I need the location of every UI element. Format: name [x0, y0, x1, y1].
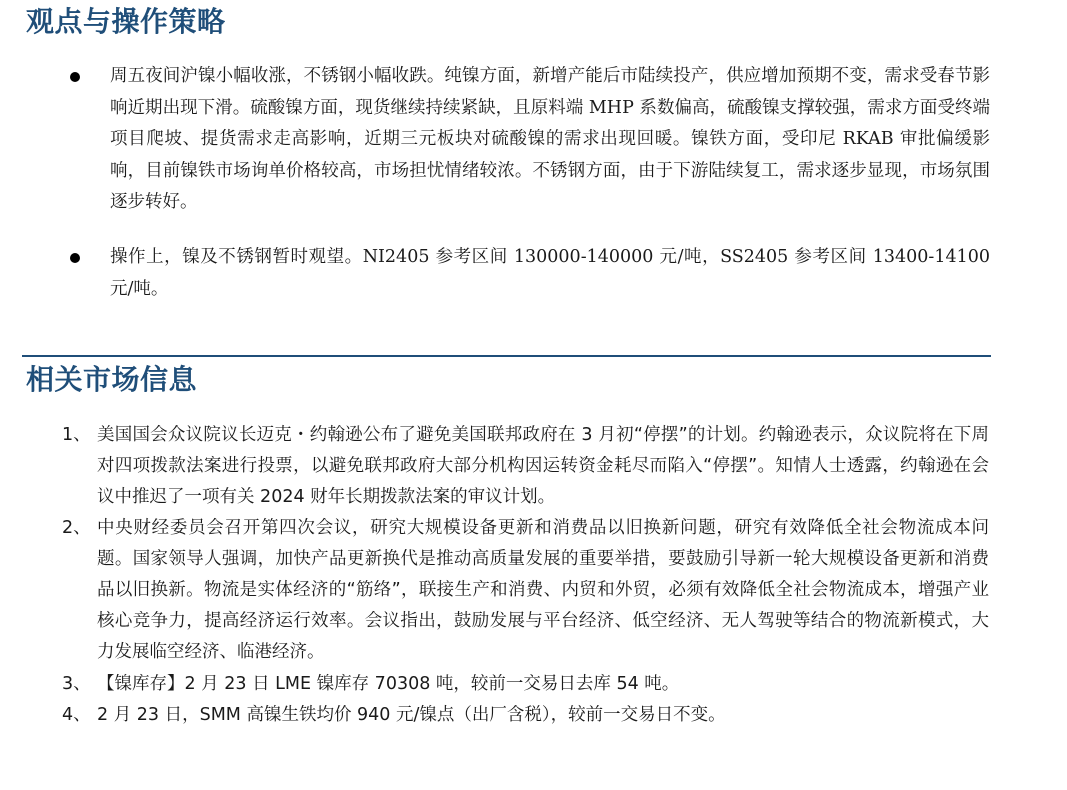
list-item-number: 4、: [62, 705, 91, 725]
bullet-paragraph-operation: 操作上，镍及不锈钢暂时观望。NI2405 参考区间 130000-140000 元/吨，SS2405 参考区间 13400-14100 元/吨。: [110, 247, 990, 299]
list-item-number: 1、: [62, 425, 91, 445]
list-item-text: 中央财经委员会召开第四次会议，研究大规模设备更新和消费品以旧换新问题，研究有效降低全社会物流成本问题。国家领导人强调，加快产品更新换代是推动高质量发展的重要举措，要鼓励引导新一轮大规模设备更新和消费品以旧换新。物流是实体经济的“筋络”，联接生产和消费、内贸和外贸，必须有效降低全社会物流成本，增强产业核心竞争力，提高经济运行效率。会议指出，鼓励发展与平台经济、低空经济、无人驾驶等结合的物流新模式，大力发展临空经济、临港经济。: [97, 518, 989, 662]
bullet-paragraph-market-view: 周五夜间沪镍小幅收涨，不锈钢小幅收跌。纯镍方面，新增产能后市陆续投产，供应增加预期不变，需求受春节影响近期出现下滑。硫酸镍方面，现货继续持续紧缺，且原料端 MHP 系数偏高，硫酸镍支撑较强，需求方面受终端项目爬坡、提货需求走高影响，近期三元板块对硫酸镍的需求出现回暖。镍铁方面，受印尼 RKAB 审批偏缓影响，目前镍铁市场询单价格较高，市场担忧情绪较浓。不锈钢方面，由于下游陆续复工，需求逐步显现，市场氛围逐步转好。: [110, 66, 990, 213]
list-item-text: 美国国会众议院议长迈克・约翰逊公布了避免美国联邦政府在 3 月初“停摆”的计划。约翰逊表示，众议院将在下周对四项拨款法案进行投票，以避免联邦政府大部分机构因运转资金耗尽而陷入“停摆”。知情人士透露，约翰逊在会议中推迟了一项有关 2024 财年长期拨款法案的审议计划。: [97, 425, 989, 507]
bullet-dot-icon: [70, 253, 80, 263]
list-item-text: 【镍库存】2 月 23 日 LME 镍库存 70308 吨，较前一交易日去库 54 吨。: [97, 674, 680, 694]
list-item-number: 3、: [62, 674, 91, 694]
bullet-dot-icon: [70, 72, 80, 82]
list-item-number: 2、: [62, 518, 91, 538]
section-heading-strategy: 观点与操作策略: [26, 5, 226, 38]
section-divider: [22, 355, 991, 357]
section-heading-market-info: 相关市场信息: [26, 363, 198, 396]
list-item-text: 2 月 23 日，SMM 高镍生铁均价 940 元/镍点（出厂含税），较前一交易日不变。: [97, 705, 726, 725]
